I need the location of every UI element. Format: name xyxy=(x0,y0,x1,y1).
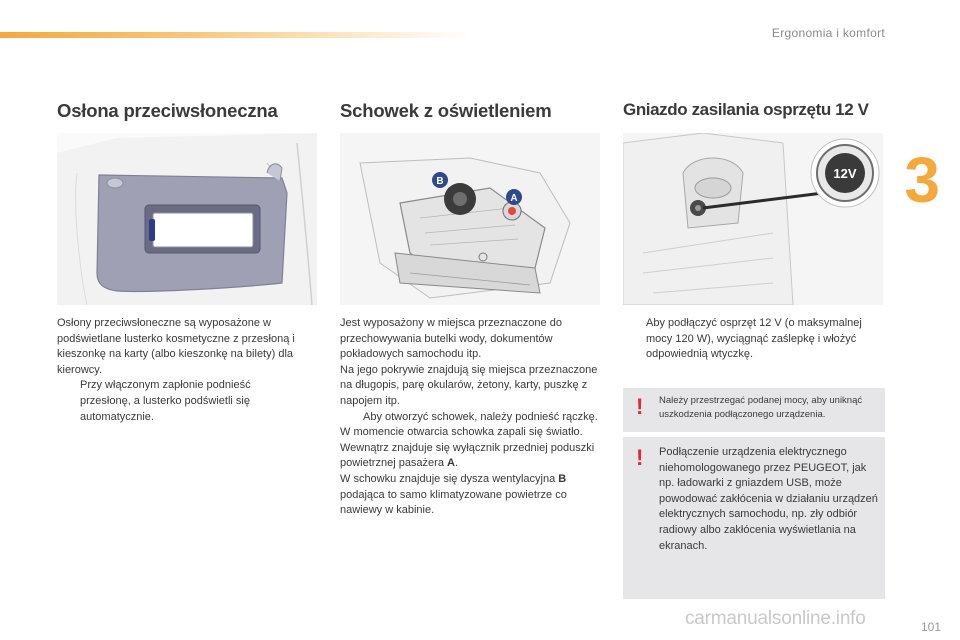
chapter-number: 3 xyxy=(904,144,940,216)
glovebox-p1: Jest wyposażony w miejsca przeznaczone do przechowywania butelki wody, dokumentów pokładowych samochodu itp. xyxy=(340,317,562,361)
sun-visor-instruction-text: Przy włączonym zapłonie podnieść przesłonę, a lusterko podświetli się automatycznie. xyxy=(80,379,251,423)
power-socket-instruction-text: Aby podłączyć osprzęt 12 V (o maksymalnej mocy 120 W), wyciągnąć zaślepkę i włożyć odpowiednią wtyczkę. xyxy=(646,317,862,361)
glovebox-title: Schowek z oświetleniem xyxy=(340,100,552,121)
warning-text-power: Należy przestrzegać podanej mocy, aby uniknąć uszkodzenia podłączonego urządzenia. xyxy=(659,395,863,420)
callout-b: B xyxy=(436,176,444,187)
glovebox-p4: Wewnątrz znajduje się wyłącznik przedniej poduszki powietrznej pasażera A. xyxy=(340,441,595,470)
power-socket-section xyxy=(623,100,883,120)
warning-box-power xyxy=(623,388,885,432)
glovebox-p2: Na jego pokrywie znajdują się miejsca przeznaczone na długopis, parę okularów, żetony, karty, puszkę z napojem itp. xyxy=(340,363,598,407)
glovebox-p5: W schowku znajduje się dysza wentylacyjna B podająca to samo klimatyzowane powietrze co nawiewy w kabinie. xyxy=(340,472,567,517)
power-socket-illustration xyxy=(623,133,883,305)
power-socket-instruction xyxy=(623,316,885,363)
sun-visor-illustration xyxy=(57,133,317,305)
sun-visor-text xyxy=(57,316,302,425)
sun-visor-title: Osłona przeciwsłoneczna xyxy=(57,100,278,121)
page-number: 101 xyxy=(920,620,941,634)
glovebox-instruction-text: Aby otworzyć schowek, należy podnieść rączkę. xyxy=(363,410,598,423)
glovebox-illustration xyxy=(340,133,600,305)
socket-12v-label: 12V xyxy=(833,166,857,181)
sun-visor-description: Osłony przeciwsłoneczne są wyposażone w podświetlane lusterko kosmetyczne z przesłoną i kieszonkę na karty (albo kieszonkę na bilety) dla kierowcy. xyxy=(57,317,295,376)
header-accent-bar xyxy=(0,32,470,38)
warning-box-devices xyxy=(623,437,885,599)
watermark: carmanualsonline.info xyxy=(685,608,866,629)
glovebox-instruction xyxy=(340,410,602,426)
section-title: Ergonomia i komfort xyxy=(771,26,885,40)
glovebox-text xyxy=(340,316,602,519)
warning-icon: ! xyxy=(636,394,644,419)
glovebox-p3: W momencie otwarcia schowka zapali się światło. xyxy=(340,426,583,439)
callout-a: A xyxy=(510,193,518,204)
sun-visor-instruction xyxy=(57,378,302,425)
warning-text-devices: Podłączenie urządzenia elektrycznego niehomologowanego przez PEUGEOT, jak np. ładowarki z gniazdem USB, może powodować zakłócenia w działaniu urządzeń elektrycznych samochodu, np. zły odbiór radiowy albo zakłócenia wyświetlania na ekranach. xyxy=(659,446,878,552)
power-socket-title: Gniazdo zasilania osprzętu 12 V xyxy=(623,100,869,119)
sun-visor-section xyxy=(57,100,317,122)
warning-icon: ! xyxy=(636,445,644,470)
glovebox-section xyxy=(340,100,600,122)
power-socket-text xyxy=(623,316,885,363)
